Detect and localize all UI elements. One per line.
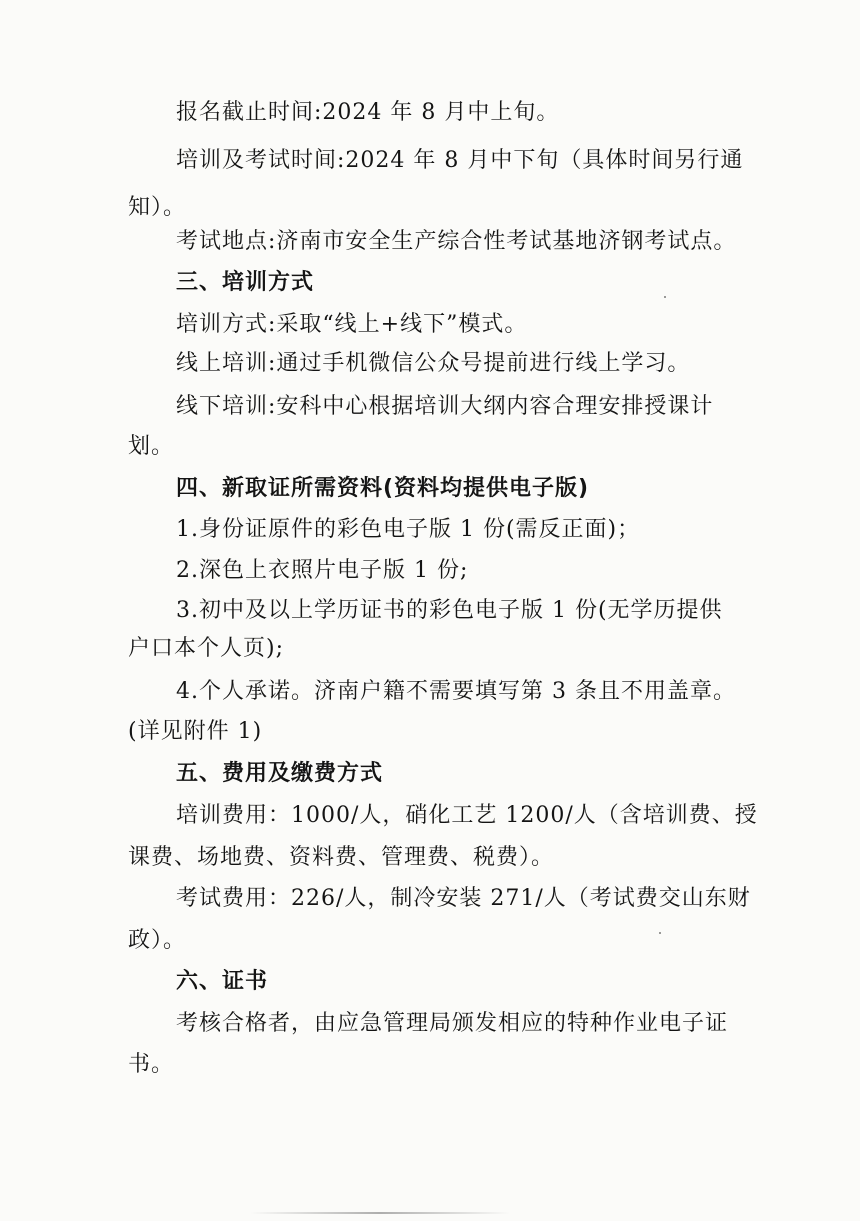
section-4-heading: 四、新取证所需资料(资料均提供电子版) bbox=[176, 476, 590, 501]
required-item-1: 1.身份证原件的彩色电子版 1 份(需反正面)； bbox=[176, 517, 641, 542]
scan-speck bbox=[659, 932, 661, 934]
section-6-heading: 六、证书 bbox=[176, 969, 269, 994]
exam-fee: 考试费用：226/人，制冷安装 271/人（考试费交山东财 bbox=[176, 886, 751, 911]
section-5-heading: 五、费用及缴费方式 bbox=[176, 761, 384, 786]
training-fee-cont: 课费、场地费、资料费、管理费、税费）。 bbox=[128, 845, 555, 870]
scan-bottom-edge bbox=[250, 1212, 510, 1214]
scan-speck bbox=[664, 296, 666, 298]
certificate-text: 考核合格者，由应急管理局颁发相应的特种作业电子证 bbox=[176, 1011, 729, 1036]
online-training: 线上培训:通过手机微信公众号提前进行线上学习。 bbox=[176, 351, 691, 376]
required-item-4-cont: (详见附件 1) bbox=[128, 719, 263, 744]
offline-training: 线下培训:安科中心根据培训大纲内容合理安排授课计 bbox=[176, 394, 714, 419]
required-item-3-cont: 户口本个人页); bbox=[128, 636, 284, 661]
training-fee: 培训费用：1000/人，硝化工艺 1200/人（含培训费、授 bbox=[176, 803, 758, 828]
training-mode: 培训方式:采取“线上+线下”模式。 bbox=[176, 312, 528, 337]
offline-training-cont: 划。 bbox=[128, 434, 175, 459]
training-exam-time: 培训及考试时间:2024 年 8 月中下旬（具体时间另行通 bbox=[176, 148, 744, 173]
training-exam-time-cont: 知）。 bbox=[128, 195, 187, 220]
section-3-heading: 三、培训方式 bbox=[176, 270, 315, 295]
required-item-3: 3.初中及以上学历证书的彩色电子版 1 份(无学历提供 bbox=[176, 598, 723, 623]
exam-fee-cont: 政）。 bbox=[128, 928, 187, 953]
required-item-4: 4.个人承诺。济南户籍不需要填写第 3 条且不用盖章。 bbox=[176, 679, 736, 704]
exam-location: 考试地点:济南市安全生产综合性考试基地济钢考试点。 bbox=[176, 229, 737, 254]
required-item-2: 2.深色上衣照片电子版 1 份; bbox=[176, 558, 469, 583]
registration-deadline: 报名截止时间:2024 年 8 月中上旬。 bbox=[176, 100, 560, 125]
certificate-text-cont: 书。 bbox=[128, 1052, 175, 1077]
